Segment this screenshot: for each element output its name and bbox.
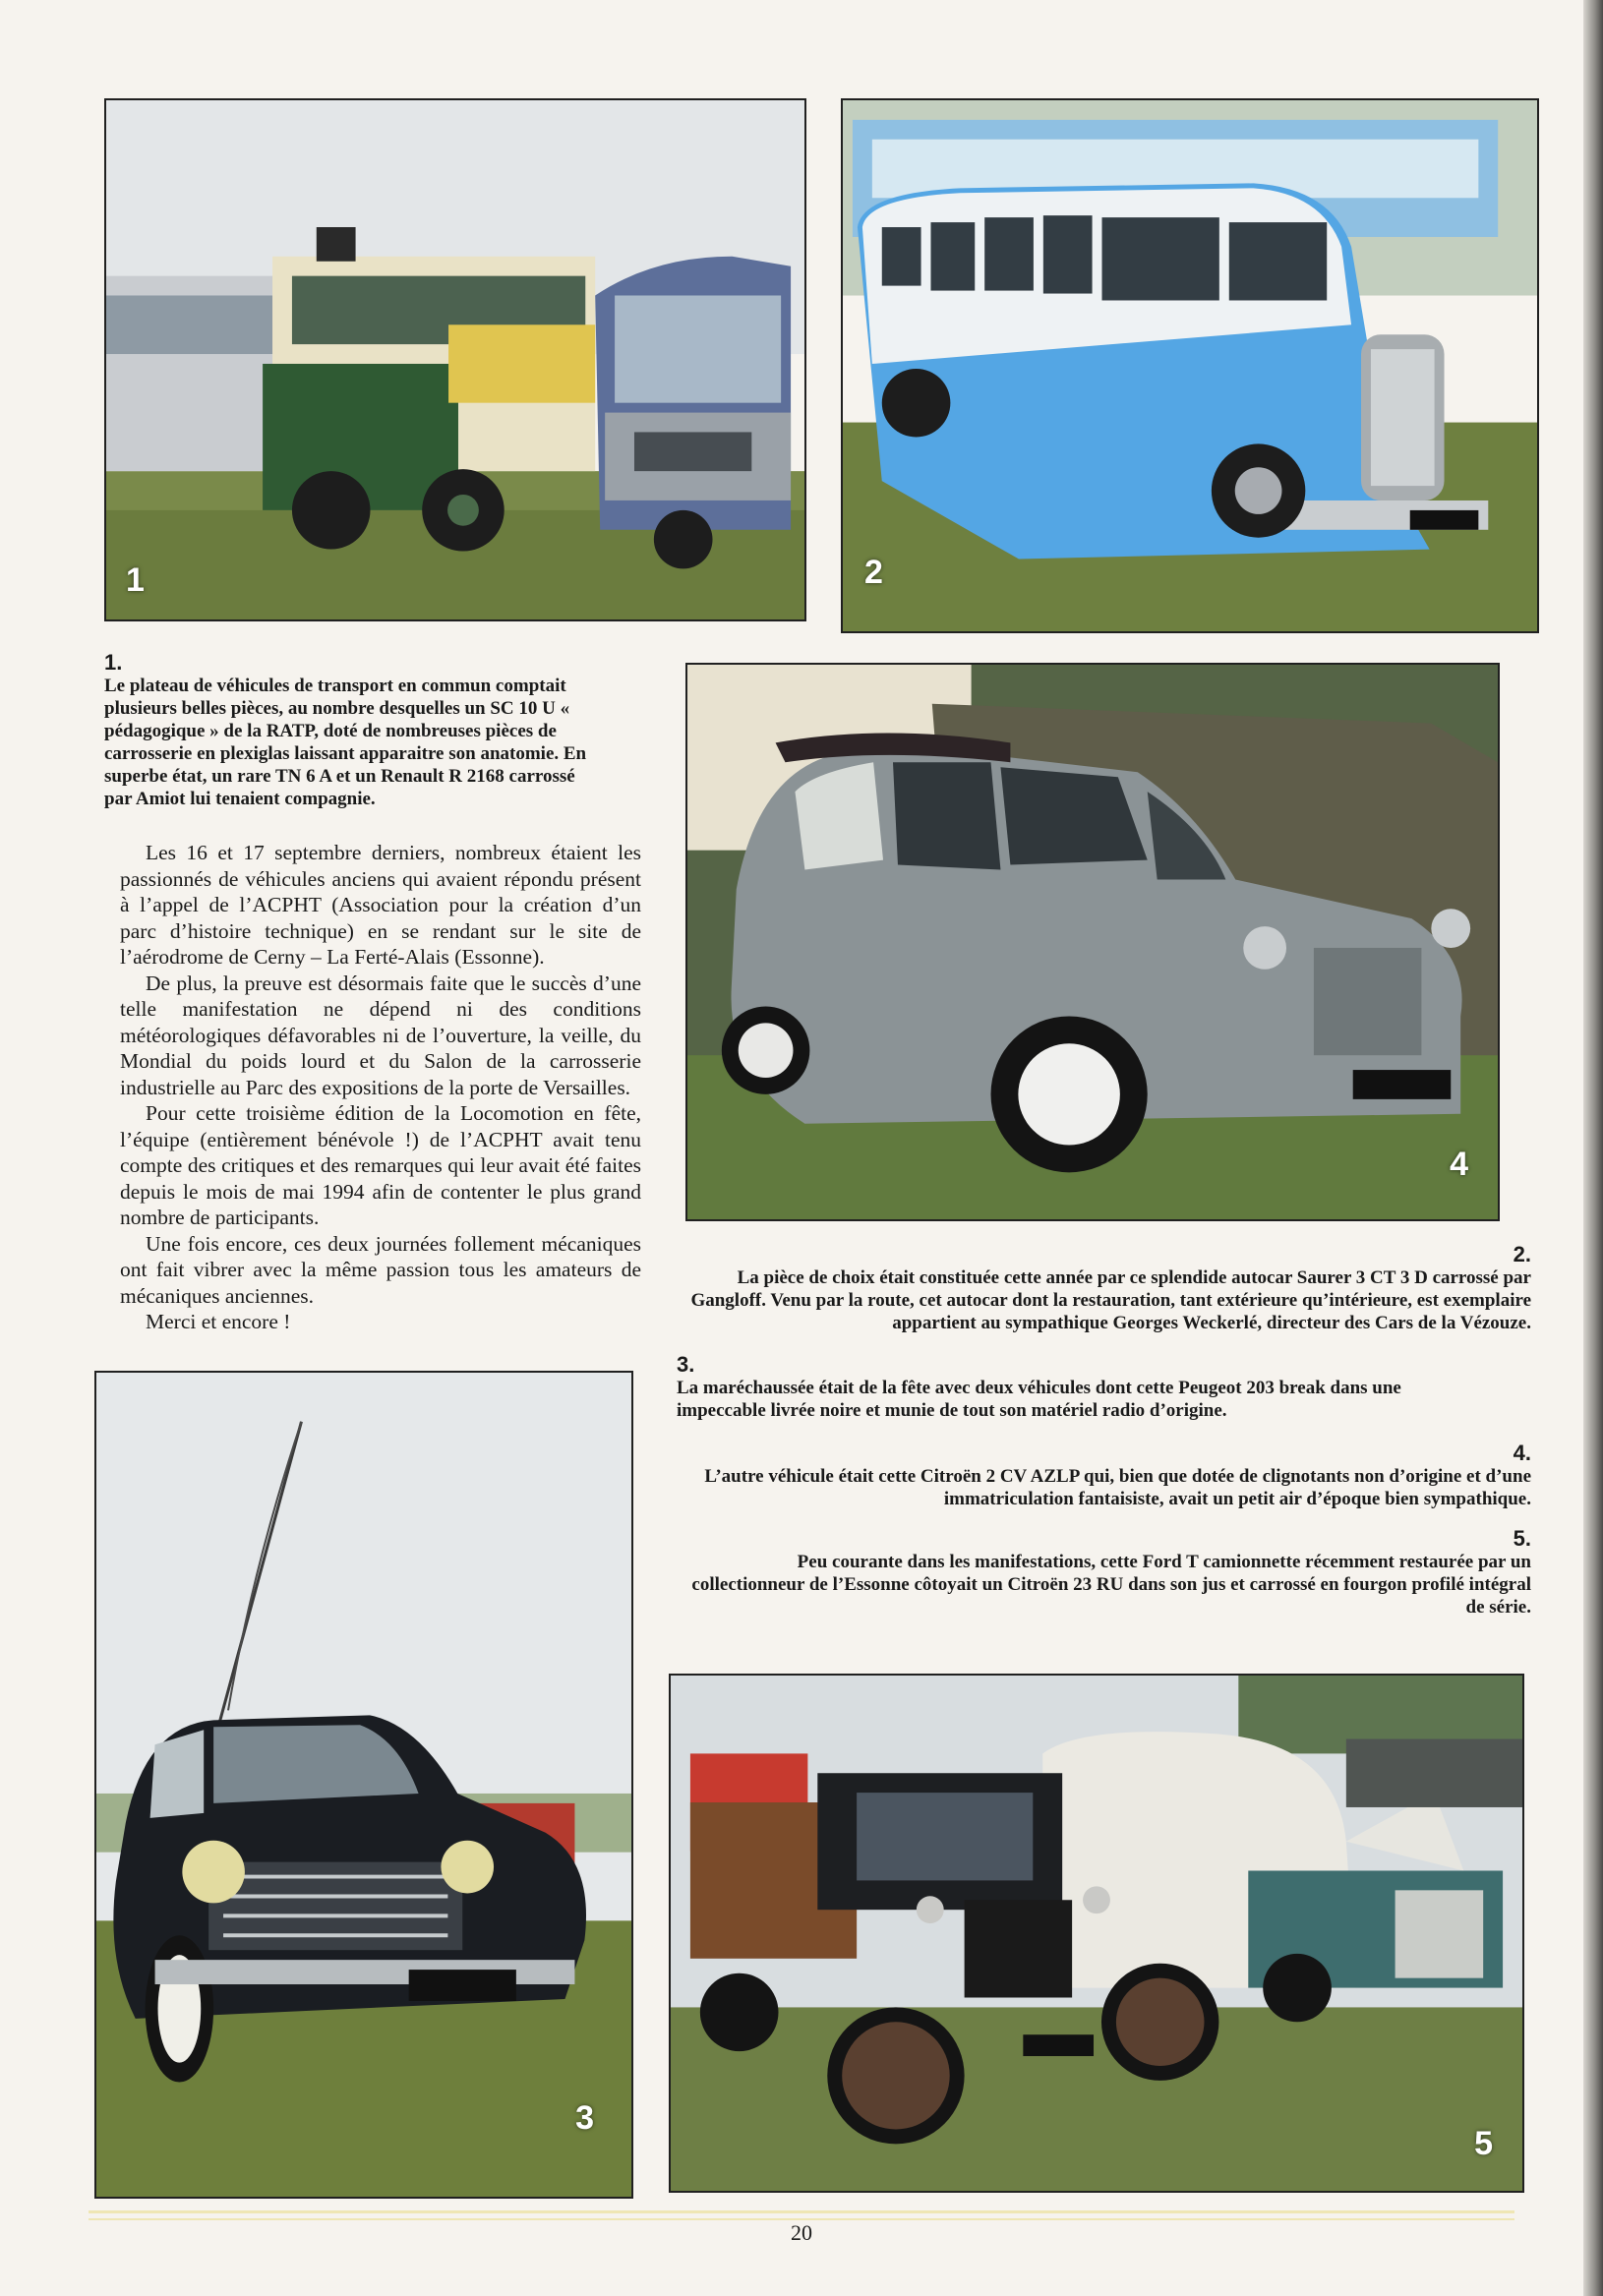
- photo-3-peugeot-203: [94, 1371, 633, 2199]
- photo-3-number: 3: [575, 2099, 594, 2137]
- article-paragraph: Une fois encore, ces deux journées follement mécaniques ont fait vibrer avec la même passion tous les amateurs de mécaniques anciennes.: [120, 1231, 641, 1308]
- article-body: [120, 840, 641, 1335]
- caption-2: [683, 1243, 1531, 1334]
- caption-3-number: 3.: [677, 1352, 695, 1377]
- caption-4-text: L’autre véhicule était cette Citroën 2 CV AZLP qui, bien que dotée de clignotants non d’origine et d’une immatriculation fantaisiste, avait un petit air d’époque bien sympathique.: [704, 1466, 1531, 1509]
- article-paragraph: Pour cette troisième édition de la Locomotion en fête, l’équipe (entièrement bénévole !) de l’ACPHT avait tenu compte des critiques et des remarques qui leur avait été faites depuis le mois de mai 1994 afin de contenter le plus grand nombre de participants.: [120, 1101, 641, 1229]
- footer-rule-top: [89, 2210, 1514, 2213]
- photo-5-number: 5: [1474, 2125, 1493, 2162]
- caption-4: [688, 1442, 1531, 1510]
- caption-3-text: La maréchaussée était de la fête avec deux véhicules dont cette Peugeot 203 break dans une impeccable livrée noire et munie de tout son matériel radio d’origine.: [677, 1378, 1401, 1421]
- caption-5-text: Peu courante dans les manifestations, cette Ford T camionnette récemment restaurée par un collectionneur de l’Essonne côtoyait un Citroën 23 RU dans son jus et carrossé en fourgon profilé intégral de série.: [691, 1552, 1531, 1618]
- caption-4-number: 4.: [1513, 1441, 1531, 1465]
- caption-2-text: La pièce de choix était constituée cette année par ce splendide autocar Saurer 3 CT 3 D carrossé par Gangloff. Venu par la route, cet autocar dont la restauration, tant extérieure qu’intérieure, est exemplaire appartient au sympathique Georges Weckerlé, directeur des Cars de la Vézouze.: [690, 1267, 1531, 1333]
- caption-1: [104, 651, 596, 810]
- caption-5-number: 5.: [1513, 1526, 1531, 1551]
- photo-2-saurer-autocar: [841, 98, 1539, 633]
- caption-3: [677, 1353, 1424, 1422]
- photo-4-citroen-2cv: [685, 663, 1500, 1221]
- photo-2-number: 2: [864, 554, 883, 591]
- article-paragraph: Merci et encore !: [146, 1310, 291, 1333]
- photo-5-ford-t: [669, 1674, 1524, 2193]
- page-edge-shadow: [1583, 0, 1603, 2296]
- article-paragraph: De plus, la preuve est désormais faite que le succès d’une telle manifestation ne dépend ni des conditions météorologiques défavorables ni de l’ouverture, la veille, du Mondial du poids lourd et du Salon de la carrosserie industrielle au Parc des expositions de la porte de Versailles.: [120, 971, 641, 1099]
- caption-1-number: 1.: [104, 650, 123, 675]
- photo-1-buses: [104, 98, 806, 621]
- caption-1-text: Le plateau de véhicules de transport en commun comptait plusieurs belles pièces, au nombre desquelles un SC 10 U « pédagogique » de la RATP, doté de nombreuses pièces de carrosserie en plexiglas laissant apparaitre son anatomie. En superbe état, un rare TN 6 A et un Renault R 2168 carrossé par Amiot lui tenaient compagnie.: [104, 676, 587, 809]
- caption-5: [688, 1527, 1531, 1619]
- article-paragraph: Les 16 et 17 septembre derniers, nombreux étaient les passionnés de véhicules anciens qui avaient répondu présent à l’appel de l’ACPHT (Association pour la création d’un parc d’histoire technique) en se rendant sur le site de l’aérodrome de Cerny – La Ferté-Alais (Essonne).: [120, 841, 641, 969]
- caption-2-number: 2.: [1513, 1242, 1531, 1266]
- photo-4-number: 4: [1450, 1146, 1468, 1183]
- photo-1-number: 1: [126, 561, 145, 599]
- page-number: 20: [791, 2220, 812, 2245]
